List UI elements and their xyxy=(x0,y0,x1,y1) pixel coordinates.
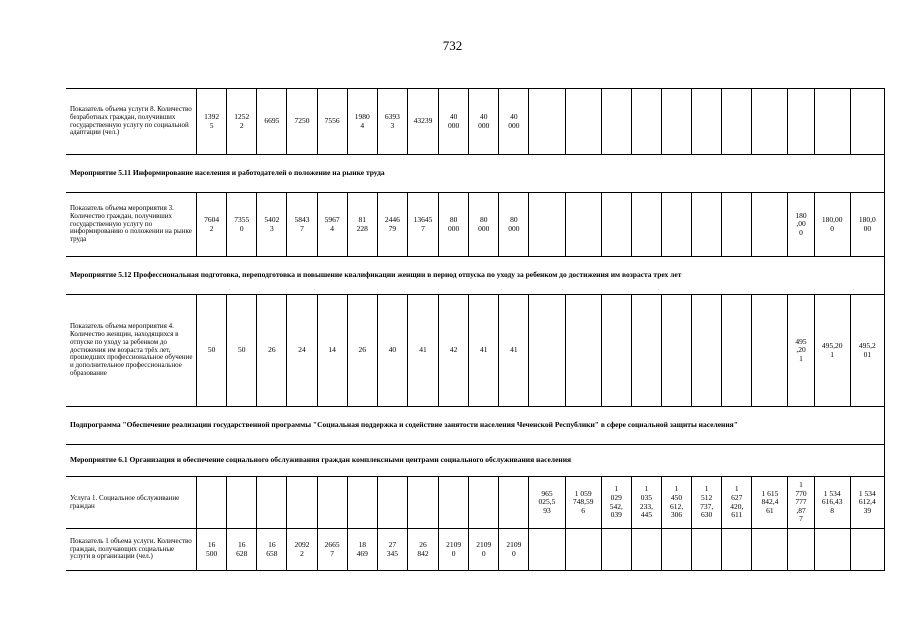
value-cell xyxy=(407,529,438,571)
value-cell xyxy=(317,89,347,155)
cell-value: 965 025,5 93 xyxy=(538,488,556,515)
value-cell xyxy=(692,529,722,571)
cell-value: 27 345 xyxy=(386,539,398,558)
page-number: 732 xyxy=(442,38,463,53)
cell-value: 1 627 420, 611 xyxy=(730,484,744,520)
value-cell xyxy=(850,529,884,571)
value-cell xyxy=(722,193,752,257)
value-cell xyxy=(347,89,377,155)
value-cell xyxy=(347,477,377,529)
value-cell xyxy=(287,89,317,155)
value-cell xyxy=(850,295,884,407)
value-cell xyxy=(722,89,752,155)
cell-value: 2446 79 xyxy=(384,214,400,233)
value-cell xyxy=(788,295,814,407)
value-cell xyxy=(407,295,438,407)
cell-value: 1252 2 xyxy=(234,111,250,130)
cell-value: 24 xyxy=(298,345,306,355)
cell-value: 1 035 233, 445 xyxy=(639,484,653,520)
cell-value: 41 xyxy=(419,345,427,355)
value-cell xyxy=(317,193,347,257)
value-cell xyxy=(529,295,565,407)
value-cell xyxy=(601,295,631,407)
cell-value: 1 770 777 ,87 7 xyxy=(795,479,807,524)
section-heading-row xyxy=(66,257,885,295)
cell-value: 1 534 616,43 8 xyxy=(821,488,843,515)
value-cell xyxy=(601,477,631,529)
value-cell xyxy=(661,193,691,257)
value-cell xyxy=(317,529,347,571)
value-cell xyxy=(722,295,752,407)
value-cell xyxy=(529,477,565,529)
cell-value: 7556 xyxy=(324,116,340,126)
value-cell xyxy=(377,477,407,529)
value-cell xyxy=(407,193,438,257)
value-cell xyxy=(347,193,377,257)
value-cell xyxy=(469,477,499,529)
section-heading-row xyxy=(66,407,885,445)
cell-value: 50 xyxy=(237,345,246,355)
value-cell xyxy=(439,89,469,155)
value-cell xyxy=(197,295,227,407)
value-cell xyxy=(499,193,529,257)
value-cell xyxy=(407,477,438,529)
cell-value: 7250 xyxy=(294,116,310,126)
value-cell xyxy=(631,89,661,155)
value-cell xyxy=(377,529,407,571)
value-cell xyxy=(529,193,565,257)
cell-value: 80 000 xyxy=(508,214,520,233)
cell-value: 40 000 xyxy=(478,111,490,130)
table-body xyxy=(66,89,885,571)
value-cell xyxy=(850,193,884,257)
cell-value: 14 xyxy=(328,345,336,355)
cell-value: 26 xyxy=(268,345,276,355)
cell-value: 1392 5 xyxy=(204,111,220,130)
value-cell xyxy=(257,477,287,529)
value-cell xyxy=(347,529,377,571)
value-cell xyxy=(752,193,788,257)
value-cell xyxy=(499,529,529,571)
value-cell xyxy=(287,295,317,407)
value-cell xyxy=(722,529,752,571)
value-cell xyxy=(788,193,814,257)
value-cell xyxy=(601,193,631,257)
value-cell xyxy=(752,529,788,571)
value-cell xyxy=(347,295,377,407)
value-cell xyxy=(257,89,287,155)
cell-value: 26 842 xyxy=(417,539,429,558)
cell-value: 6393 3 xyxy=(384,111,400,130)
row-label: Услуга 1. Социальное обслуживание граждан xyxy=(66,477,197,529)
cell-value: 1 615 842,4 61 xyxy=(761,488,779,515)
value-cell xyxy=(317,477,347,529)
cell-value: 40 xyxy=(388,345,397,355)
cell-value: 1 059 748,59 6 xyxy=(572,488,594,515)
cell-value: 80 000 xyxy=(478,214,490,233)
value-cell xyxy=(257,193,287,257)
cell-value: 180,00 0 xyxy=(821,214,843,233)
value-cell xyxy=(850,477,884,529)
value-cell xyxy=(197,193,227,257)
value-cell xyxy=(227,193,257,257)
cell-value: 1980 4 xyxy=(354,111,370,130)
cell-value: 42 xyxy=(449,345,458,355)
table-row xyxy=(66,295,885,407)
value-cell xyxy=(287,529,317,571)
value-cell xyxy=(565,295,601,407)
value-cell xyxy=(565,193,601,257)
section-heading-row xyxy=(66,445,885,477)
cell-value: 5402 3 xyxy=(264,214,280,233)
value-cell xyxy=(469,295,499,407)
cell-value: 81 228 xyxy=(356,214,368,233)
value-cell xyxy=(752,295,788,407)
cell-value: 5967 4 xyxy=(324,214,340,233)
cell-value: 1 512 737, 630 xyxy=(700,484,714,520)
value-cell xyxy=(692,89,722,155)
value-cell xyxy=(469,89,499,155)
value-cell xyxy=(287,193,317,257)
value-cell xyxy=(814,89,850,155)
cell-value: 1 029 542, 039 xyxy=(609,484,623,520)
value-cell xyxy=(814,529,850,571)
cell-value: 495,20 1 xyxy=(821,340,843,359)
value-cell xyxy=(407,89,438,155)
value-cell xyxy=(197,89,227,155)
cell-value: 495,2 01 xyxy=(858,340,876,359)
section-heading-row xyxy=(66,155,885,193)
cell-value: 40 000 xyxy=(447,111,460,130)
value-cell xyxy=(788,477,814,529)
table-row xyxy=(66,529,885,571)
value-cell xyxy=(631,295,661,407)
value-cell xyxy=(377,89,407,155)
value-cell xyxy=(661,295,691,407)
section-heading: Мероприятие 5.11 Информирование населения и работодателей о положение на рынке труда xyxy=(66,155,885,193)
value-cell xyxy=(661,529,691,571)
value-cell xyxy=(439,477,469,529)
value-cell xyxy=(814,295,850,407)
value-cell xyxy=(692,193,722,257)
cell-value: 6695 xyxy=(264,116,280,126)
cell-value: 16 658 xyxy=(266,539,278,558)
value-cell xyxy=(565,477,601,529)
table-row xyxy=(66,89,885,155)
cell-value: 41 xyxy=(510,345,518,355)
value-cell xyxy=(565,529,601,571)
section-heading: Мероприятие 6.1 Организация и обеспечение социального обслуживания граждан комплексными центрами социального обслуживания населения xyxy=(66,445,885,477)
value-cell xyxy=(469,193,499,257)
cell-value: 50 xyxy=(207,345,216,355)
value-cell xyxy=(601,89,631,155)
cell-value: 180,0 00 xyxy=(858,214,876,233)
cell-value: 40 000 xyxy=(508,111,520,130)
value-cell xyxy=(227,477,257,529)
section-heading: Мероприятие 5.12 Профессиональная подготовка, переподготовка и повышение квалификации женщин в период отпуска по уходу за ребенком до достижения им возраста трех лет xyxy=(66,257,885,295)
value-cell xyxy=(227,295,257,407)
value-cell xyxy=(499,89,529,155)
value-cell xyxy=(377,295,407,407)
value-cell xyxy=(317,295,347,407)
value-cell xyxy=(631,477,661,529)
value-cell xyxy=(601,529,631,571)
value-cell xyxy=(814,477,850,529)
cell-value: 1 450 612, 306 xyxy=(669,484,684,520)
value-cell xyxy=(631,193,661,257)
cell-value: 7355 0 xyxy=(234,214,250,233)
cell-value: 18 469 xyxy=(356,539,368,558)
cell-value: 13645 7 xyxy=(413,214,433,233)
cell-value: 495 ,20 1 xyxy=(795,336,807,363)
cell-value: 7604 2 xyxy=(204,214,220,233)
cell-value: 43239 xyxy=(413,116,433,126)
value-cell xyxy=(439,529,469,571)
value-cell xyxy=(752,477,788,529)
value-cell xyxy=(439,295,469,407)
value-cell xyxy=(529,529,565,571)
value-cell xyxy=(565,89,601,155)
cell-value: 5843 7 xyxy=(294,214,310,233)
value-cell xyxy=(722,477,752,529)
value-cell xyxy=(814,193,850,257)
value-cell xyxy=(227,89,257,155)
cell-value: 26 xyxy=(358,345,366,355)
section-heading: Подпрограмма "Обеспечение реализации государственной программы "Социальная поддержка и содействие занятости населения Чеченской Республики" в сфере социальной защиты населения" xyxy=(66,407,885,445)
value-cell xyxy=(788,89,814,155)
row-label: Показатель объема услуги 8. Количество безработных граждан, получивших государственную услугу по социальной адаптации (чел.) xyxy=(66,89,197,155)
cell-value: 2665 7 xyxy=(324,539,340,558)
cell-value: 2092 2 xyxy=(294,539,310,558)
value-cell xyxy=(227,529,257,571)
cell-value: 180 ,00 0 xyxy=(795,210,807,237)
cell-value: 41 xyxy=(479,345,488,355)
value-cell xyxy=(850,89,884,155)
value-cell xyxy=(529,89,565,155)
row-label: Показатель 1 объема услуги. Количество граждан, получающих социальные услуги в организации (чел.) xyxy=(66,529,197,571)
budget-table xyxy=(66,88,885,571)
row-label: Показатель объема мероприятия 3. Количество граждан, получивших государственную услугу по информированию о положении на рынке труда xyxy=(66,193,197,257)
value-cell xyxy=(499,295,529,407)
cell-value: 2109 0 xyxy=(476,539,492,558)
cell-value: 1 534 612,4 39 xyxy=(858,488,876,515)
cell-value: 80 000 xyxy=(447,214,460,233)
value-cell xyxy=(788,529,814,571)
value-cell xyxy=(499,477,529,529)
value-cell xyxy=(257,529,287,571)
value-cell xyxy=(439,193,469,257)
value-cell xyxy=(197,477,227,529)
value-cell xyxy=(287,477,317,529)
value-cell xyxy=(692,477,722,529)
cell-value: 16 628 xyxy=(236,539,248,558)
value-cell xyxy=(377,193,407,257)
value-cell xyxy=(661,477,691,529)
cell-value: 2109 0 xyxy=(446,539,462,558)
value-cell xyxy=(661,89,691,155)
table-row xyxy=(66,477,885,529)
value-cell xyxy=(197,529,227,571)
value-cell xyxy=(631,529,661,571)
value-cell xyxy=(257,295,287,407)
value-cell xyxy=(692,295,722,407)
row-label: Показатель объема мероприятия 4. Количество женщин, находящихся в отпуске по уходу за ребенком до достижения им возраста трёх лет, прошедших профессиональное обучение и дополнительное профессиональное образование xyxy=(66,295,197,407)
value-cell xyxy=(469,529,499,571)
cell-value: 16 500 xyxy=(205,539,218,558)
cell-value: 2109 0 xyxy=(506,539,522,558)
value-cell xyxy=(752,89,788,155)
table-row xyxy=(66,193,885,257)
